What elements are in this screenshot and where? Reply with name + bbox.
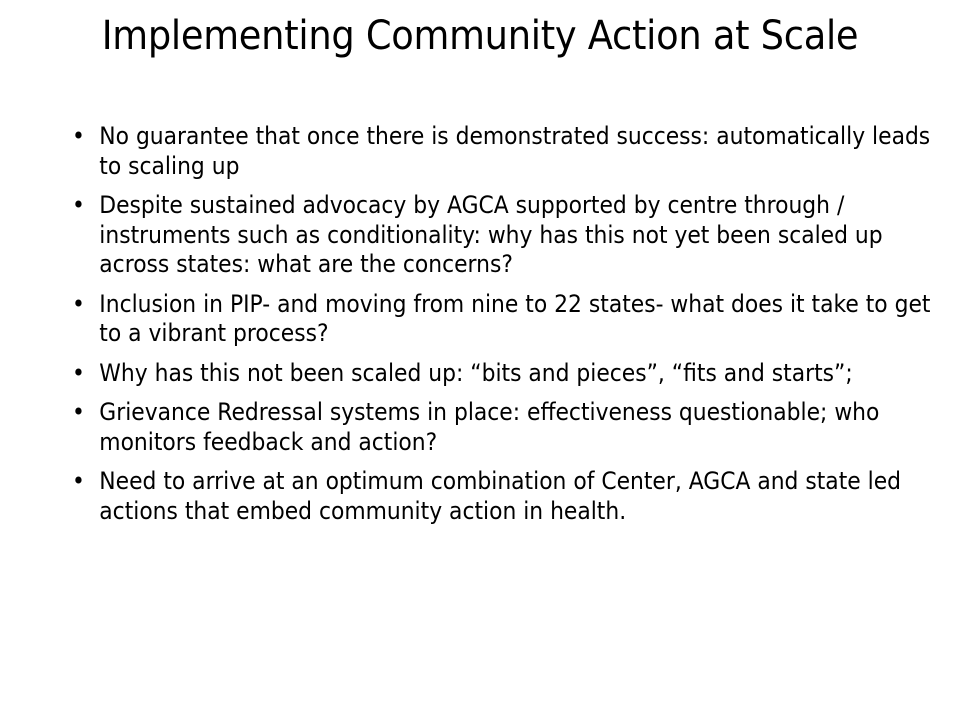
bullet-icon: • [72,398,85,426]
bullet-icon: • [72,467,85,495]
bullet-item [72,122,946,181]
bullet-icon: • [72,289,85,318]
bullet-icon: • [72,122,85,150]
slide-title: Implementing Community Action at Scale [101,13,859,59]
bullet-text: Why has this not been scaled up: “bits and pieces”, “fits and starts”; [99,358,853,387]
bullet-item [72,191,946,280]
bullet-text: Inclusion in PIP- and moving from nine to 22 states- what does it take to get to a vibrant process? [99,289,931,347]
bullet-text: Grievance Redressal systems in place: effectiveness questionable; who monitors feedback and action? [99,398,880,456]
bullet-text: No guarantee that once there is demonstrated success: automatically leads to scaling up [99,122,931,180]
bullet-item [72,290,946,349]
bullet-item [72,467,946,526]
bullet-text: Need to arrive at an optimum combination of Center, AGCA and state led actions that embed community action in health. [99,467,902,525]
bullet-text: Despite sustained advocacy by AGCA supported by centre through / instruments such as conditionality: why has this not yet been scaled up across states: what are the concerns? [99,191,883,278]
bullet-icon: • [72,191,85,219]
bullet-list [72,122,952,536]
bullet-item [72,359,946,389]
bullet-icon: • [72,358,85,387]
bullet-item [72,398,946,457]
